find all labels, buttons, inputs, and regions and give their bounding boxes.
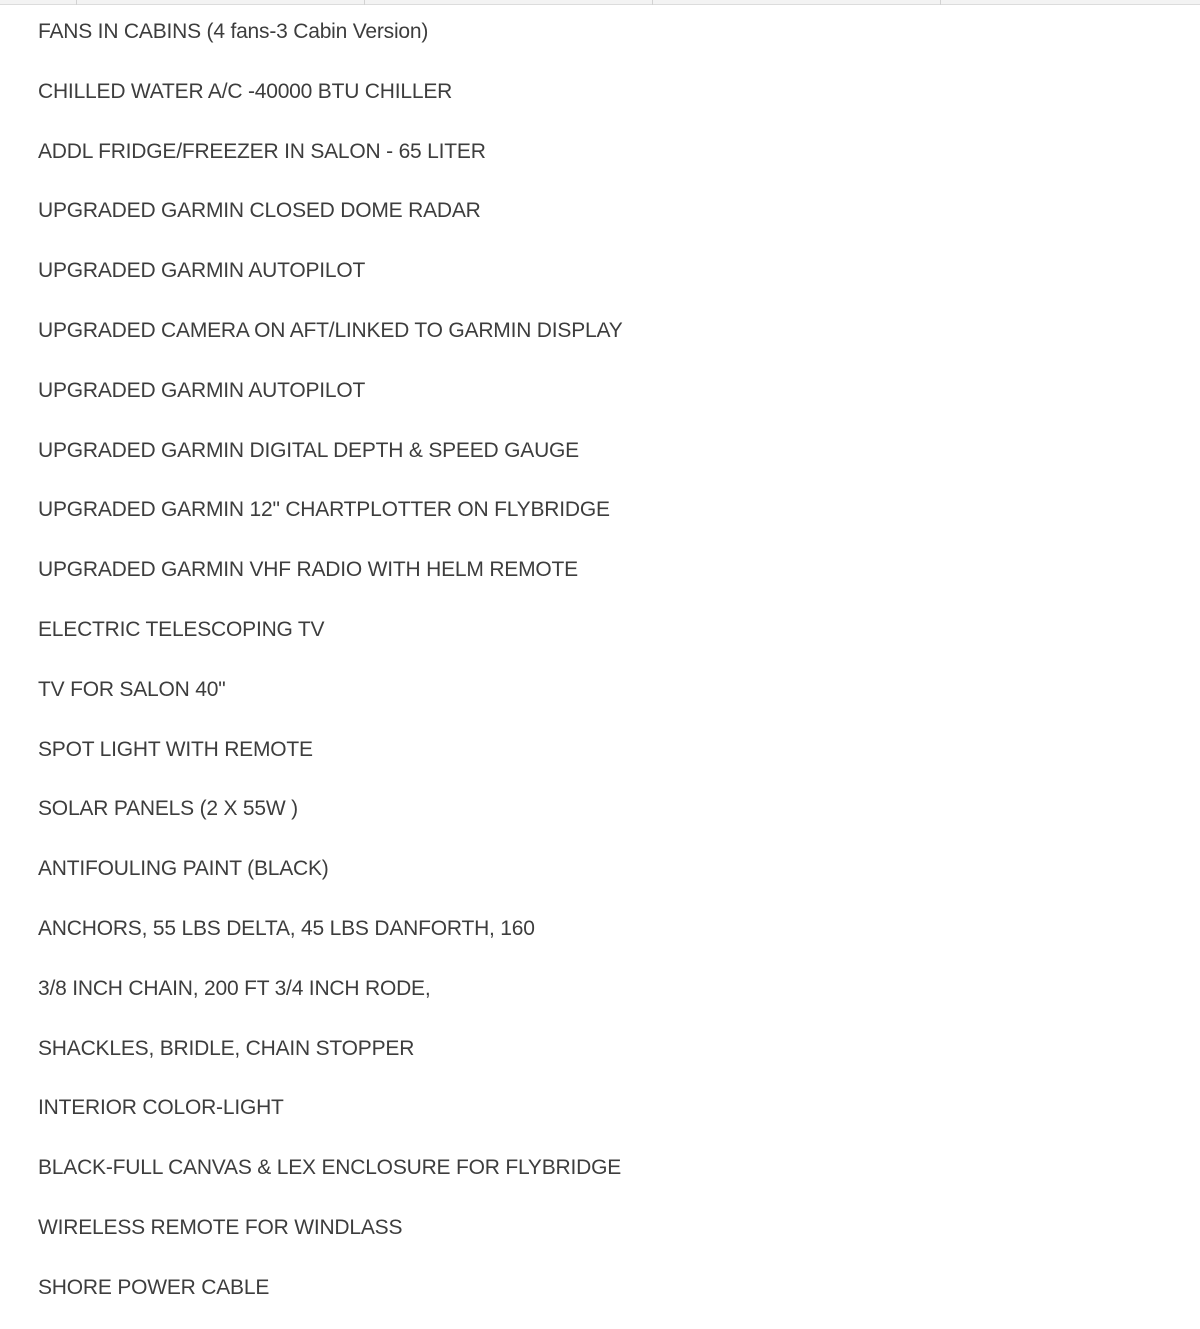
list-item: ELECTRIC TELESCOPING TV bbox=[38, 617, 325, 641]
tab-divider bbox=[652, 0, 653, 5]
list-item: INTERIOR COLOR-LIGHT bbox=[38, 1096, 284, 1120]
list-item: UPGRADED GARMIN AUTOPILOT bbox=[38, 378, 366, 402]
equipment-list bbox=[38, 13, 623, 1329]
list-item: CHILLED WATER A/C -40000 BTU CHILLER bbox=[38, 79, 453, 103]
list-item: ANTIFOULING PAINT (BLACK) bbox=[38, 857, 329, 881]
list-item: UPGRADED GARMIN CLOSED DOME RADAR bbox=[38, 199, 481, 223]
list-item: BLACK-FULL CANVAS & LEX ENCLOSURE FOR FLYBRIDGE bbox=[38, 1156, 622, 1180]
list-item: SHORE POWER CABLE bbox=[38, 1275, 270, 1299]
list-item: UPGRADED GARMIN 12" CHARTPLOTTER ON FLYBRIDGE bbox=[38, 498, 610, 522]
list-item: FANS IN CABINS (4 fans-3 Cabin Version) bbox=[38, 20, 429, 43]
list-item: SHACKLES, BRIDLE, CHAIN STOPPER bbox=[38, 1036, 415, 1060]
tab-divider bbox=[940, 0, 941, 5]
list-item: TV FOR SALON 40" bbox=[38, 677, 226, 701]
list-item: ADDL FRIDGE/FREEZER IN SALON - 65 LITER bbox=[38, 139, 486, 163]
list-item: ANCHORS, 55 LBS DELTA, 45 LBS DANFORTH, 160 bbox=[38, 916, 535, 940]
tab-divider bbox=[76, 0, 77, 5]
list-item: SPOT LIGHT WITH REMOTE bbox=[38, 737, 313, 761]
list-item: WIRELESS REMOTE FOR WINDLASS bbox=[38, 1215, 403, 1239]
list-item: UPGRADED GARMIN AUTOPILOT bbox=[38, 259, 366, 283]
list-item: UPGRADED GARMIN DIGITAL DEPTH & SPEED GAUGE bbox=[38, 438, 579, 462]
tab-divider bbox=[364, 0, 365, 5]
list-item: UPGRADED CAMERA ON AFT/LINKED TO GARMIN DISPLAY bbox=[38, 318, 623, 342]
list-item: 3/8 INCH CHAIN, 200 FT 3/4 INCH RODE, bbox=[38, 976, 431, 1000]
list-item: SOLAR PANELS (2 X 55W ) bbox=[38, 797, 298, 821]
top-tab-strip bbox=[0, 0, 1200, 5]
list-item: UPGRADED GARMIN VHF RADIO WITH HELM REMOTE bbox=[38, 558, 578, 582]
